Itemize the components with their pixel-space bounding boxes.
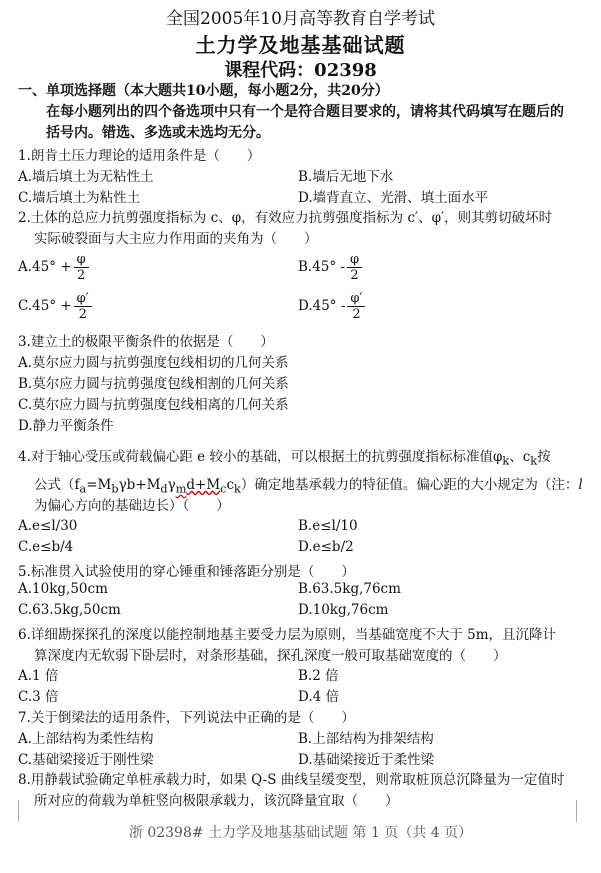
question-2-stem-line-2: 实际破裂面与大主应力作用面的夹角为（ ） (34, 231, 318, 247)
q4-sub-a: a (79, 482, 87, 496)
q4-c-subscript: k (530, 454, 538, 468)
question-3-option-c: C.莫尔应力圆与抗剪强度包线相离的几何关系 (18, 397, 289, 413)
option-b-numerator: φ (347, 252, 362, 268)
q4-line2-text: ）确定地基承载力的特征值。偏心距的大小规定为（注： (240, 477, 579, 493)
q4-l-symbol: l (578, 477, 583, 493)
question-1-option-c: C.墙后填土为粘性土 (18, 190, 141, 206)
question-4-option-c: C.e≤b/4 (18, 539, 74, 555)
question-6-stem-line-1: 6.详细勘探探孔的深度以能控制地基主要受力层为原则，当基础宽度不大于 5m，且沉降计 (18, 627, 557, 643)
q4-line1-text: 4.对于轴心受压或荷载偏心距 e 较小的基础，可以根据土的抗剪强度指标标准值φ (18, 449, 503, 465)
option-a-numerator: φ (74, 252, 89, 268)
question-7-option-c: C.基础梁接近于刚性梁 (18, 752, 154, 768)
q4-line1-end: 按 (537, 449, 551, 465)
q4-formula-part-1: =M (86, 477, 112, 493)
option-a-fraction (74, 252, 89, 283)
q4-formula-part-2: γb+M (118, 477, 161, 493)
question-2-option-b (298, 252, 362, 283)
question-4-option-d: D.e≤b/2 (298, 539, 354, 555)
question-3-option-b: B.莫尔应力圆与抗剪强度包线相割的几何关系 (18, 376, 289, 392)
question-6-option-a: A.1 倍 (18, 668, 59, 684)
question-1-option-a: A.墙后填土为无粘性土 (18, 169, 154, 185)
question-8-stem-line-1: 8.用静载试验确定单桩承载力时，如果 Q-S 曲线呈缓变型，则常取桩顶总沉降量为一定值时 (18, 772, 565, 788)
option-b-denominator: 2 (350, 268, 359, 283)
q4-formula-part-3: γ (167, 477, 176, 493)
question-4-stem-line-1 (18, 445, 551, 468)
section-instruction-line-2: 括号内。错选、多选或未选均无分。 (46, 125, 270, 141)
exam-session-line: 全国2005年10月高等教育自学考试 (166, 9, 435, 29)
option-c-numerator: φ′ (74, 291, 92, 307)
question-5-stem: 5.标准贯入试验使用的穿心锤重和锤落距分别是（ ） (18, 564, 355, 580)
question-1-option-b: B.墙后无地下水 (298, 169, 394, 185)
question-7-option-b: B.上部结构为排架结构 (298, 731, 434, 747)
question-2-option-c (18, 291, 92, 322)
question-7-option-a: A.上部结构为柔性结构 (18, 731, 154, 747)
q4-formula-prefix: 公式（f (34, 477, 80, 493)
question-2-stem-line-1: 2.土体的总应力抗剪强度指标为 c、φ，有效应力抗剪强度指标为 c′、φ′，则其剪切破坏时 (18, 210, 553, 226)
question-4-stem-line-3: 为偏心方向的基础边长）（ ） (34, 498, 230, 514)
option-d-numerator: φ′ (347, 291, 365, 307)
option-c-angle: C.45° + (18, 298, 72, 314)
question-5-option-a: A.10kg,50cm (18, 581, 108, 597)
question-6-stem-line-2: 算深度内无软弱下卧层时，对条形基础，探孔深度一般可取基础宽度的（ ） (34, 648, 507, 664)
question-1-stem: 1.朗肯土压力理论的适用条件是（ ） (18, 148, 261, 164)
q4-formula-part-4: d+M (186, 477, 221, 493)
section-instruction-line-1: 在每小题列出的四个备选项中只有一个是符合题目要求的，请将其代码填写在题后的 (46, 104, 564, 120)
question-2-option-a (18, 252, 89, 283)
option-b-angle: B.45° - (298, 259, 345, 275)
question-7-stem: 7.关于倒梁法的适用条件，下列说法中正确的是（ ） (18, 710, 355, 726)
question-3-stem: 3.建立土的极限平衡条件的依据是（ ） (18, 334, 274, 350)
option-d-fraction (347, 291, 365, 322)
option-a-denominator: 2 (76, 268, 86, 283)
q4-phi-subscript: k (502, 454, 510, 468)
question-4-option-a: A.e≤l/30 (18, 518, 78, 534)
option-d-denominator: 2 (352, 307, 361, 322)
option-c-fraction (74, 291, 92, 322)
question-3-option-d: D.静力平衡条件 (18, 418, 114, 434)
question-7-option-d: D.基础梁接近于柔性梁 (298, 752, 435, 768)
q4-formula-part-5: c (226, 477, 235, 493)
question-4-option-b: B.e≤l/10 (298, 518, 358, 534)
question-5-option-b: B.63.5kg,76cm (298, 581, 401, 597)
question-6-option-c: C.3 倍 (18, 689, 59, 705)
q4-sub-d: d (160, 482, 168, 496)
question-5-option-c: C.63.5kg,50cm (18, 602, 121, 618)
q4-sub-k: k (234, 482, 241, 496)
question-4-stem-line-2 (34, 473, 583, 496)
question-6-option-d: D.4 倍 (298, 689, 340, 705)
question-3-option-a: A.莫尔应力圆与抗剪强度包线相切的几何关系 (18, 355, 289, 371)
option-b-fraction (347, 252, 362, 283)
question-5-option-d: D.10kg,76cm (298, 602, 389, 618)
q4-line1-mid: 、c (509, 449, 531, 465)
crop-mark-left (18, 800, 19, 822)
paper-title: 土力学及地基基础试题 (195, 33, 406, 57)
crop-mark-right (576, 800, 577, 822)
option-a-angle: A.45° + (18, 259, 72, 275)
option-d-angle: D.45° - (298, 298, 346, 314)
q4-sub-c: c (220, 482, 227, 496)
page-footer: 浙 02398# 土力学及地基基础试题 第 1 页（共 4 页） (128, 825, 473, 841)
question-6-option-b: B.2 倍 (298, 668, 339, 684)
question-8-stem-line-2: 所对应的荷载为单桩竖向极限承载力，该沉降量宜取（ ） (34, 793, 399, 809)
q4-sub-m: m (175, 482, 187, 496)
question-1-option-d: D.墙背直立、光滑、填土面水平 (298, 190, 489, 206)
course-code: 课程代码：02398 (224, 60, 377, 81)
question-2-option-d (298, 291, 365, 322)
option-c-denominator: 2 (78, 307, 87, 322)
section-heading: 一、单项选择题（本大题共10小题，每小题2分，共20分） (18, 83, 389, 99)
q4-sub-b: b (111, 482, 119, 496)
